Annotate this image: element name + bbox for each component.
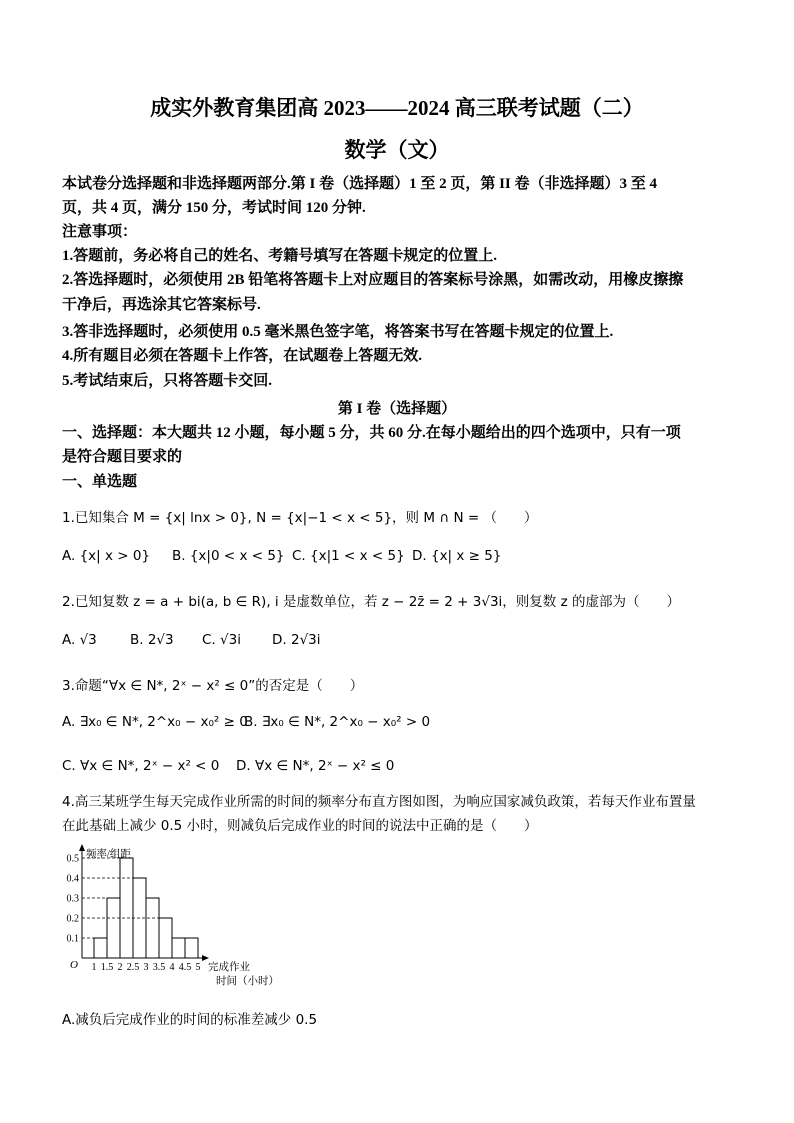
frequency-histogram [60, 842, 300, 992]
exam-subject: 数学（文） [344, 138, 450, 162]
x-tick-label-2: 1.5 [100, 962, 114, 973]
y-tick-label-4: 0.4 [66, 873, 79, 885]
question-3-option-d: D. ∀x ∈ N*, 2ˣ − x² ≤ 0 [236, 758, 395, 774]
question-2-stem: 2.已知复数 z = a + bi(a, b ∈ R), i 是虚数单位，若 z − 2z̄ = 2 + 3√3i，则复数 z 的虚部为（ ） [62, 594, 680, 610]
x-tick-label-8: 4.5 [178, 962, 192, 973]
note-3: 3.答非选择题时，必须使用 0.5 毫米黑色签字笔，将答案书写在答题卡规定的位置上. [62, 324, 614, 340]
y-tick-label-3: 0.3 [66, 893, 79, 905]
note-2a: 2.答选择题时，必须使用 2B 铅笔将答题卡上对应题目的答案标号涂黑，如需改动，用橡皮擦擦 [62, 272, 684, 288]
histogram-bar-6 [159, 918, 172, 958]
y-tick-label-1: 0.1 [66, 933, 79, 945]
histogram-y-axis-label: 频率/组距 [86, 849, 131, 860]
note-5: 5.考试结束后，只将答题卡交回. [62, 373, 273, 389]
x-tick-label-4: 2.5 [126, 962, 140, 973]
histogram-bar-3 [120, 858, 133, 958]
x-tick-label-5: 3 [143, 962, 149, 973]
x-tick-label-9: 5 [195, 962, 201, 973]
section-subtitle: 一、单选题 [62, 474, 138, 490]
note-1: 1.答题前，务必将自己的姓名、考籍号填写在答题卡规定的位置上. [62, 248, 498, 264]
y-axis-arrow [79, 844, 85, 851]
histogram-bar-7 [172, 938, 185, 958]
x-axis-arrow [202, 955, 209, 961]
note-4: 4.所有题目必须在答题卡上作答，在试题卷上答题无效. [62, 348, 423, 364]
histogram-x-axis-label-line-1: 完成作业 [208, 962, 250, 973]
question-4-stem-b: 在此基础上减少 0.5 小时，则减负后完成作业的时间的说法中正确的是（ ） [62, 818, 538, 834]
question-4-option-a: A.减负后完成作业的时间的标准差减少 0.5 [62, 1012, 318, 1028]
question-3-option-b: B. ∃x₀ ∈ N*, 2^x₀ − x₀² > 0 [244, 714, 431, 730]
note-2b: 干净后，再选涂其它答案标号. [62, 297, 261, 313]
histogram-bars [94, 858, 198, 958]
histogram-x-axis-label-line-2: 时间（小时） [216, 976, 279, 987]
x-tick-label-6: 3.5 [152, 962, 166, 973]
volume-title: 第 I 卷（选择题） [337, 401, 457, 417]
question-1-option-a: A. {x| x > 0} [62, 548, 151, 564]
notes-title: 注意事项： [62, 224, 138, 240]
x-tick-label-7: 4 [169, 962, 175, 973]
histogram-bar-1 [94, 938, 107, 958]
question-1-option-c: C. {x|1 < x < 5} [292, 548, 405, 564]
question-1-stem: 1.已知集合 M = {x| lnx > 0}, N = {x|−1 < x < 5}，则 M ∩ N = （ ） [62, 510, 538, 526]
y-tick-label-5: 0.5 [66, 853, 79, 865]
histogram-bar-8 [185, 938, 198, 958]
question-2-option-a: A. √3 [62, 632, 97, 648]
histogram-bar-2 [107, 898, 120, 958]
question-3-option-c: C. ∀x ∈ N*, 2ˣ − x² < 0 [62, 758, 220, 774]
question-2-option-b: B. 2√3 [130, 632, 174, 648]
question-2-option-d: D. 2√3i [272, 632, 321, 648]
question-3-stem: 3.命题“∀x ∈ N*, 2ˣ − x² ≤ 0”的否定是（ ） [62, 678, 364, 694]
section-desc-a: 一、选择题：本大题共 12 小题，每小题 5 分，共 60 分.在每小题给出的四个选项中，只有一项 [62, 425, 681, 441]
question-4-stem-a: 4.高三某班学生每天完成作业所需的时间的频率分布直方图如图，为响应国家减负政策，若每天作业布置量 [62, 794, 696, 810]
exam-title: 成实外教育集团高 2023——2024 高三联考试题（二） [150, 96, 644, 120]
y-tick-label-2: 0.2 [66, 913, 79, 925]
question-1-option-d: D. {x| x ≥ 5} [412, 548, 502, 564]
question-1-option-b: B. {x|0 < x < 5} [172, 548, 285, 564]
question-2-option-c: C. √3i [202, 632, 241, 648]
x-tick-label-3: 2 [117, 962, 123, 973]
intro-line-2: 页，共 4 页，满分 150 分，考试时间 120 分钟. [62, 200, 366, 216]
section-desc-b: 是符合题目要求的 [62, 449, 183, 465]
question-3-option-a: A. ∃x₀ ∈ N*, 2^x₀ − x₀² ≥ 0 [62, 714, 248, 730]
intro-line-1: 本试卷分选择题和非选择题两部分.第 I 卷（选择题）1 至 2 页，第 II 卷（非选择题）3 至 4 [62, 176, 658, 192]
histogram-bar-5 [146, 898, 159, 958]
histogram-axes [79, 844, 209, 961]
x-tick-label-1: 1 [91, 962, 97, 973]
histogram-origin-label: O [70, 959, 78, 971]
